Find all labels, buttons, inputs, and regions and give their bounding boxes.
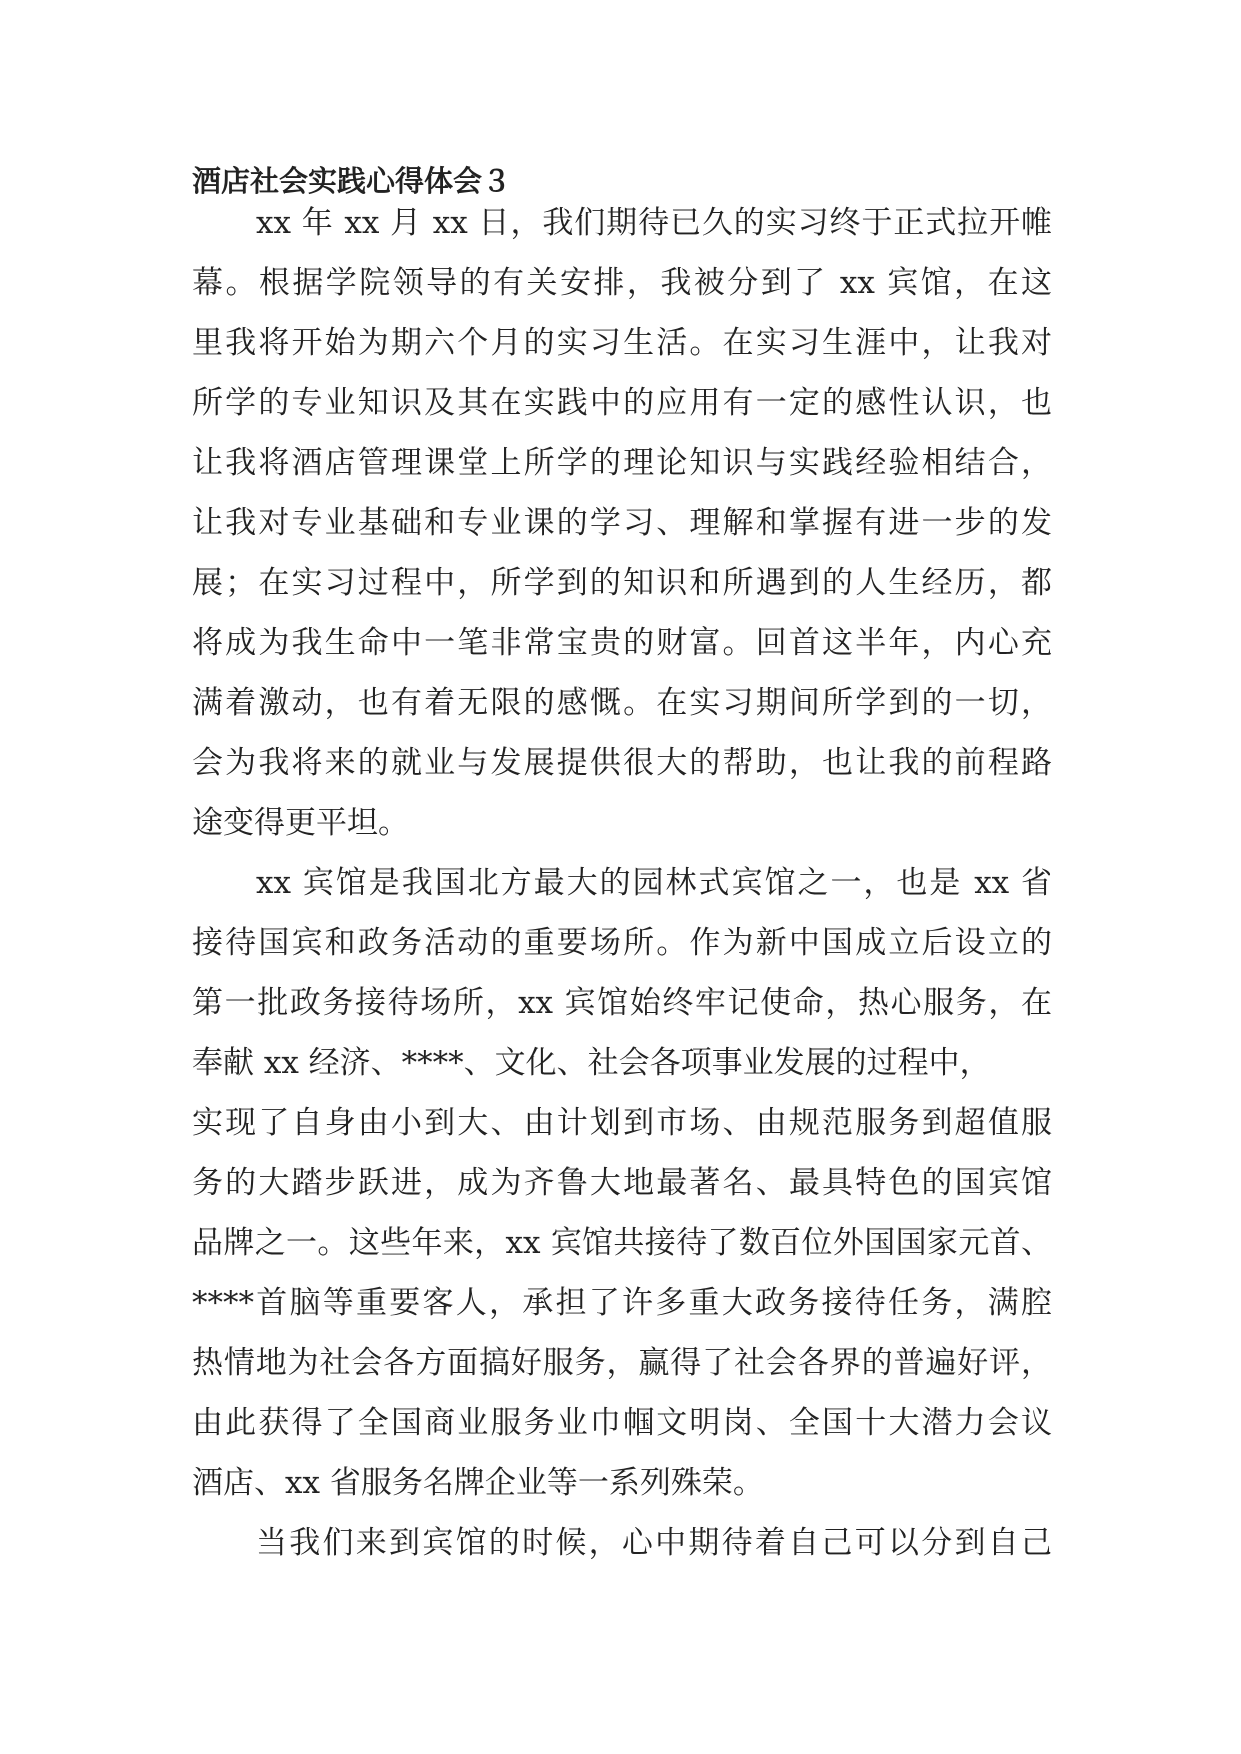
text-line: 让我对专业基础和专业课的学习、理解和掌握有进一步的发: [192, 505, 1052, 541]
text-line: 酒店、xx 省服务名牌企业等一系列殊荣。: [192, 1465, 764, 1501]
document-title: 酒店社会实践心得体会３: [192, 164, 512, 198]
text-line: 展；在实习过程中，所学到的知识和所遇到的人生经历，都: [192, 565, 1052, 601]
text-line: 接待国宾和政务活动的重要场所。作为新中国成立后设立的: [192, 925, 1052, 961]
text-line: 途变得更平坦。: [192, 805, 409, 841]
text-line: 热情地为社会各方面搞好服务，赢得了社会各界的普遍好评，: [192, 1345, 1052, 1381]
text-line: 所学的专业知识及其在实践中的应用有一定的感性认识，也: [192, 385, 1052, 421]
text-line: 奉献 xx 经济、****、文化、社会各项事业发展的过程中，: [192, 1045, 991, 1081]
text-line: 满着激动，也有着无限的感慨。在实习期间所学到的一切，: [192, 685, 1052, 721]
text-line: 务的大踏步跃进，成为齐鲁大地最著名、最具特色的国宾馆: [192, 1165, 1052, 1201]
text-line: 里我将开始为期六个月的实习生活。在实习生涯中，让我对: [192, 325, 1052, 361]
text-line: 让我将酒店管理课堂上所学的理论知识与实践经验相结合，: [192, 445, 1052, 481]
text-line: 当我们来到宾馆的时候，心中期待着自己可以分到自己: [256, 1525, 1052, 1561]
text-line: ****首脑等重要客人，承担了许多重大政务接待任务，满腔: [192, 1285, 1052, 1321]
text-line: 由此获得了全国商业服务业巾帼文明岗、全国十大潜力会议: [192, 1405, 1052, 1441]
text-line: xx 宾馆是我国北方最大的园林式宾馆之一，也是 xx 省: [256, 865, 1052, 901]
text-line: 品牌之一。这些年来，xx 宾馆共接待了数百位外国国家元首、: [192, 1225, 1052, 1261]
text-line: 将成为我生命中一笔非常宝贵的财富。回首这半年，内心充: [192, 625, 1052, 661]
text-line: 实现了自身由小到大、由计划到市场、由规范服务到超值服: [192, 1105, 1052, 1141]
text-line: 幕。根据学院领导的有关安排，我被分到了 xx 宾馆，在这: [192, 265, 1052, 301]
text-line: 第一批政务接待场所，xx 宾馆始终牢记使命，热心服务，在: [192, 985, 1052, 1021]
text-line: 会为我将来的就业与发展提供很大的帮助，也让我的前程路: [192, 745, 1052, 781]
text-line: xx 年 xx 月 xx 日，我们期待已久的实习终于正式拉开帷: [256, 205, 1052, 241]
